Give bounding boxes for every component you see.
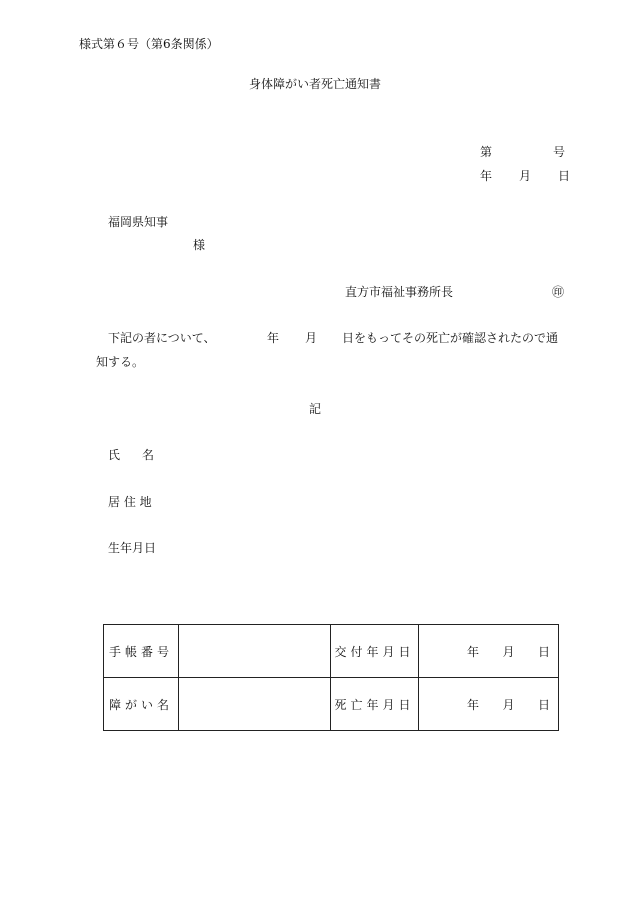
field-name-label (108, 449, 154, 461)
body-text-line2: 知する。 (96, 355, 145, 369)
issue-month: 月 (502, 644, 515, 659)
sender: 直方市福祉事務所長 (345, 285, 454, 299)
disability-name-value (179, 678, 331, 731)
issue-date-day: 日 (557, 169, 570, 183)
disability-name-label: 障がい名 (104, 678, 179, 731)
handbook-number-label: 手帳番号 (104, 625, 179, 678)
field-address-label: 居 住 地 (108, 495, 152, 509)
body-month: 月 (305, 331, 318, 345)
issue-year: 年 (467, 644, 480, 659)
table-row (104, 678, 559, 731)
document-title: 身体障がい者死亡通知書 (248, 77, 381, 91)
honorific: 様 (193, 238, 206, 252)
handbook-number-value (179, 625, 331, 678)
issue-date (480, 170, 570, 182)
death-year: 年 (467, 697, 480, 712)
seal-mark: ㊞ (552, 285, 565, 299)
issue-date-year: 年 (480, 169, 493, 183)
issue-date-value (419, 625, 559, 678)
form-number: 様式第６号（第6条関係） (79, 37, 219, 51)
death-month: 月 (502, 697, 515, 712)
field-name-label-2: 名 (141, 448, 154, 462)
death-date-label: 死亡年月日 (331, 678, 419, 731)
death-day: 日 (537, 697, 550, 712)
info-table (103, 624, 559, 731)
issue-date-label: 交付年月日 (331, 625, 419, 678)
number-prefix: 第 (480, 145, 493, 159)
body-year: 年 (267, 331, 280, 345)
addressee: 福岡県知事 (108, 215, 169, 229)
death-date-value (419, 678, 559, 731)
field-name-label-1: 氏 (108, 448, 121, 462)
body-text-end: 日をもってその死亡が確認されたので通 (342, 331, 559, 345)
field-birthdate-label: 生年月日 (108, 541, 157, 555)
table-row (104, 625, 559, 678)
body-text-start: 下記の者について、 (108, 331, 216, 345)
number-suffix: 号 (553, 145, 566, 159)
ki-heading: 記 (308, 402, 321, 416)
issue-date-month: 月 (518, 169, 531, 183)
issue-day: 日 (537, 644, 550, 659)
